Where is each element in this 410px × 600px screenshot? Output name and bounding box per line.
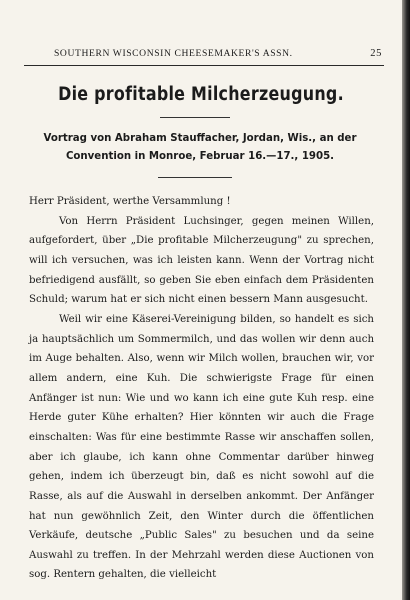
book-gutter-edge <box>402 0 410 600</box>
page-number: 25 <box>370 48 382 59</box>
article-subtitle: Vortrag von Abraham Stauffacher, Jordan, Wis., an der Convention in Monroe, Februar 16.—17., 1905. <box>43 133 357 162</box>
subtitle-divider <box>158 177 232 178</box>
article-title: Die profitable Milcherzeugung. <box>58 84 344 105</box>
paragraph: Weil wir eine Käserei-Vereinigung bilden, so handelt es sich ja hauptsächlich um Sommermilch, und das wollen wir denn auch im Auge behalten. Also, wenn wir Milch wollen, brauchen wir, vor allem andern, eine Kuh. Die schwierigste Frage für einen Anfänger ist nun: Wie und wo kann ich eine gute Kuh resp. eine Herde guter Kühe erhalten? Hier könnten wir auch die Frage einschalten: Was für eine bestimmte Rasse wir anschaffen sollen, aber ich glaube, ich kann ohne Commentar darüber hinweg gehen, indem ich überzeugt bin, daß es nicht sowohl auf die Rasse, als auf die Auswahl in derselben ankommt. Der Anfänger hat nun gewöhnlich Zeit, den Winter durch die öffentlichen Verkäufe, deutsche „Public Sales" zu besuchen und da seine Auswahl zu treffen. In der Mehrzahl werden diese Auctionen von sog. Rentern gehalten, die vielleicht <box>29 313 374 581</box>
paragraph: Von Herrn Präsident Luchsinger, gegen meinen Willen, aufgefordert, über „Die profitable Milcherzeugung" zu sprechen, will ich versuchen, was ich leisten kann. Wenn der Vortrag nicht befriedigend ausfällt, so geben Sie eben einfach dem Präsidenten Schuld; warum hat er sich nicht einen bessern Mann ausgesucht. <box>29 215 374 306</box>
header-rule <box>24 65 384 66</box>
title-divider <box>160 117 230 118</box>
running-title: SOUTHERN WISCONSIN CHEESEMAKER'S ASSN. <box>54 48 293 59</box>
salutation: Herr Präsident, werthe Versammlung ! <box>29 196 231 207</box>
article-body <box>29 192 374 585</box>
